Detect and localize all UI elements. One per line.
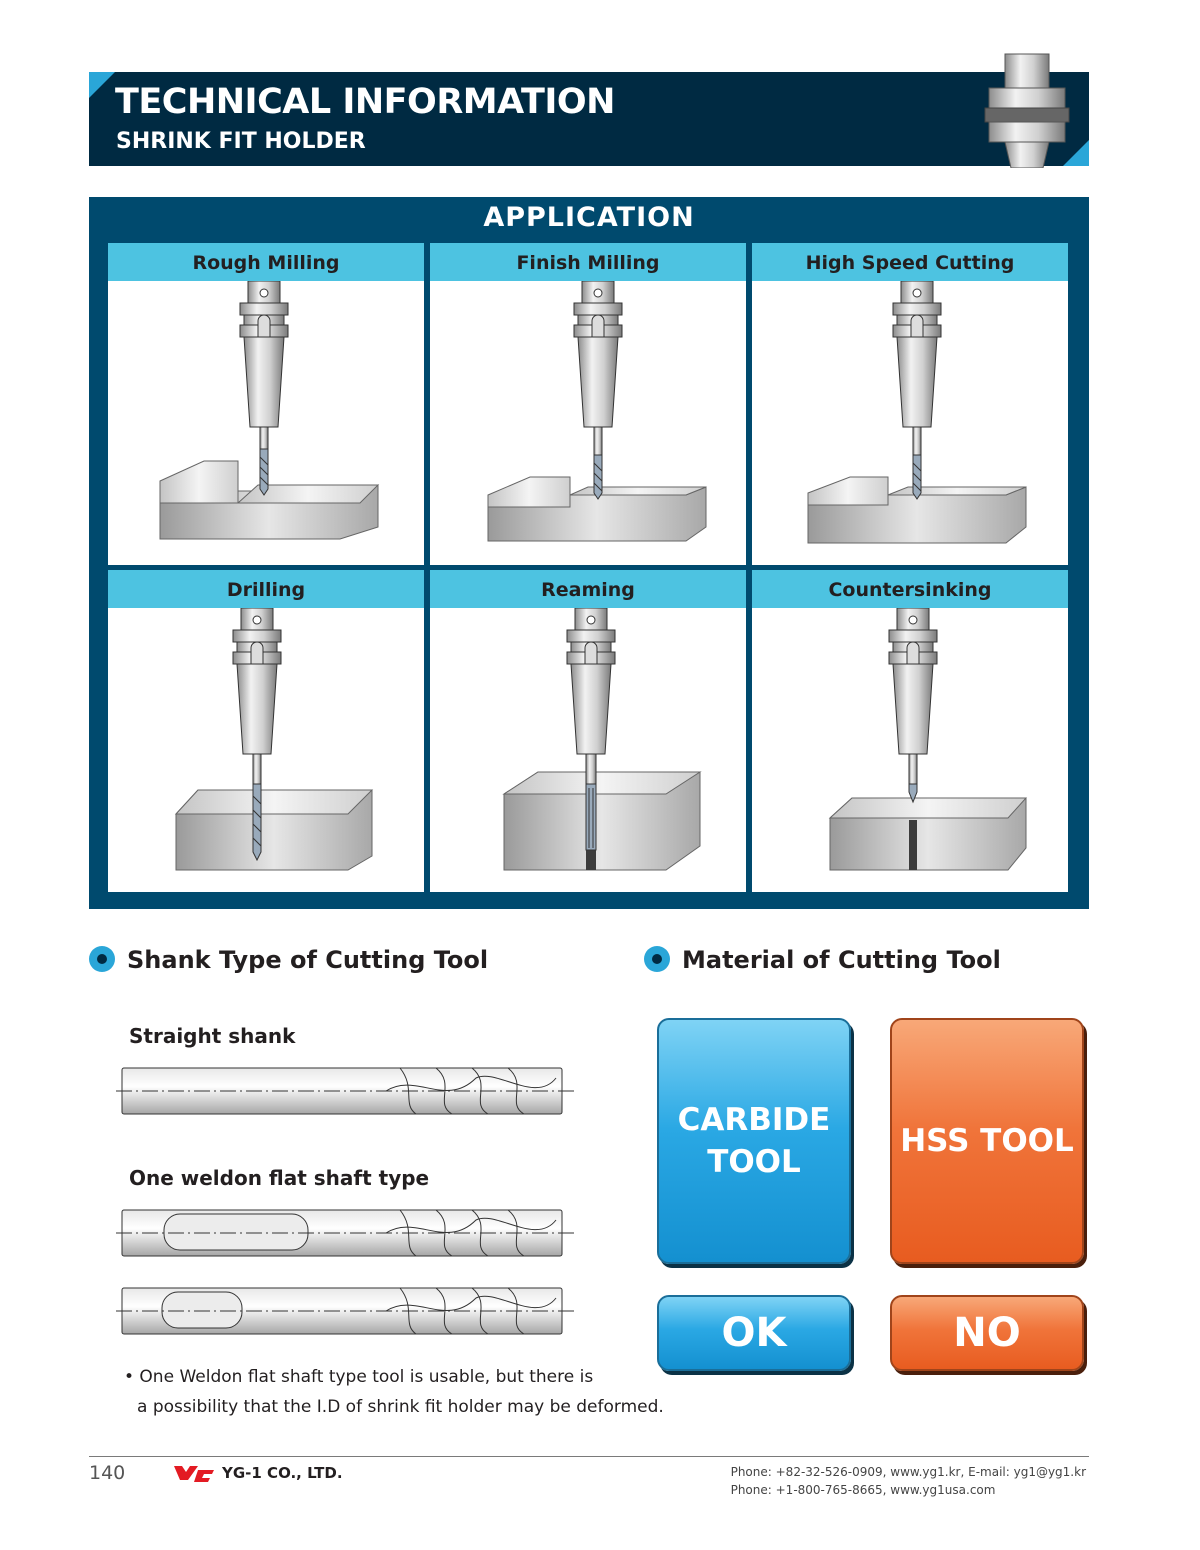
contact-info — [731, 1463, 1086, 1499]
shank-type-heading-text: Shank Type of Cutting Tool — [127, 946, 489, 974]
ok-label: OK — [721, 1310, 787, 1356]
high-speed-cutting-icon — [752, 281, 1068, 565]
drilling-icon — [108, 608, 424, 892]
page-header — [89, 72, 1089, 166]
no-label: NO — [953, 1310, 1021, 1356]
application-cell-reaming — [430, 570, 746, 892]
application-cell-drilling — [108, 570, 424, 892]
reaming-icon — [430, 608, 746, 892]
page-subtitle: SHRINK FIT HOLDER — [116, 129, 366, 154]
footer-divider — [89, 1456, 1089, 1457]
weldon-note-line1: • One Weldon flat shaft type tool is usable, but there is — [124, 1367, 594, 1387]
straight-shank-label: Straight shank — [129, 1024, 296, 1048]
contact-line1: Phone: +82-32-526-0909, www.yg1.kr, E-mail: yg1@yg1.kr — [730, 1465, 1086, 1479]
application-cell-rough-milling — [108, 243, 424, 565]
header-accent — [89, 72, 115, 98]
finish-milling-icon — [430, 281, 746, 565]
cell-label: High Speed Cutting — [752, 243, 1068, 281]
page-title: TECHNICAL INFORMATION — [115, 82, 615, 122]
carbide-tool-tile — [657, 1018, 851, 1264]
cell-label: Finish Milling — [430, 243, 746, 281]
shrink-fit-holder-photo-icon — [975, 50, 1079, 168]
weldon-note-line2: a possibility that the I.D of shrink fit holder may be deformed. — [137, 1397, 664, 1417]
ok-badge — [657, 1295, 851, 1371]
yg-logo-icon — [172, 1464, 216, 1482]
carbide-tool-line2: TOOL — [707, 1144, 801, 1180]
page-number: 140 — [89, 1462, 126, 1484]
bullet-icon — [644, 946, 670, 972]
cell-label: Drilling — [108, 570, 424, 608]
application-title: APPLICATION — [483, 202, 695, 233]
no-badge — [890, 1295, 1084, 1371]
bullet-icon — [89, 946, 115, 972]
weldon-shank-label: One weldon flat shaft type — [129, 1166, 430, 1190]
shank-type-heading — [89, 946, 488, 974]
weldon-note — [124, 1362, 664, 1422]
hss-tool-label: HSS TOOL — [900, 1123, 1074, 1159]
rough-milling-icon — [108, 281, 424, 565]
contact-line2: Phone: +1-800-765-8665, www.yg1usa.com — [730, 1483, 996, 1497]
application-cell-high-speed-cutting — [752, 243, 1068, 565]
straight-shank-tool-icon — [116, 1064, 576, 1118]
application-panel — [89, 197, 1089, 909]
application-cell-countersinking — [752, 570, 1068, 892]
weldon-shank-tool-icon — [116, 1206, 576, 1260]
cell-label: Countersinking — [752, 570, 1068, 608]
hss-tool-tile — [890, 1018, 1084, 1264]
weldon-shank-tool-short-flat-icon — [116, 1284, 576, 1338]
carbide-tool-line1: CARBIDE — [677, 1102, 831, 1138]
material-heading-text: Material of Cutting Tool — [682, 946, 1001, 974]
cell-label: Reaming — [430, 570, 746, 608]
company-name: YG-1 CO., LTD. — [222, 1464, 343, 1482]
countersinking-icon — [752, 608, 1068, 892]
cell-label: Rough Milling — [108, 243, 424, 281]
application-cell-finish-milling — [430, 243, 746, 565]
material-heading — [644, 946, 1001, 974]
